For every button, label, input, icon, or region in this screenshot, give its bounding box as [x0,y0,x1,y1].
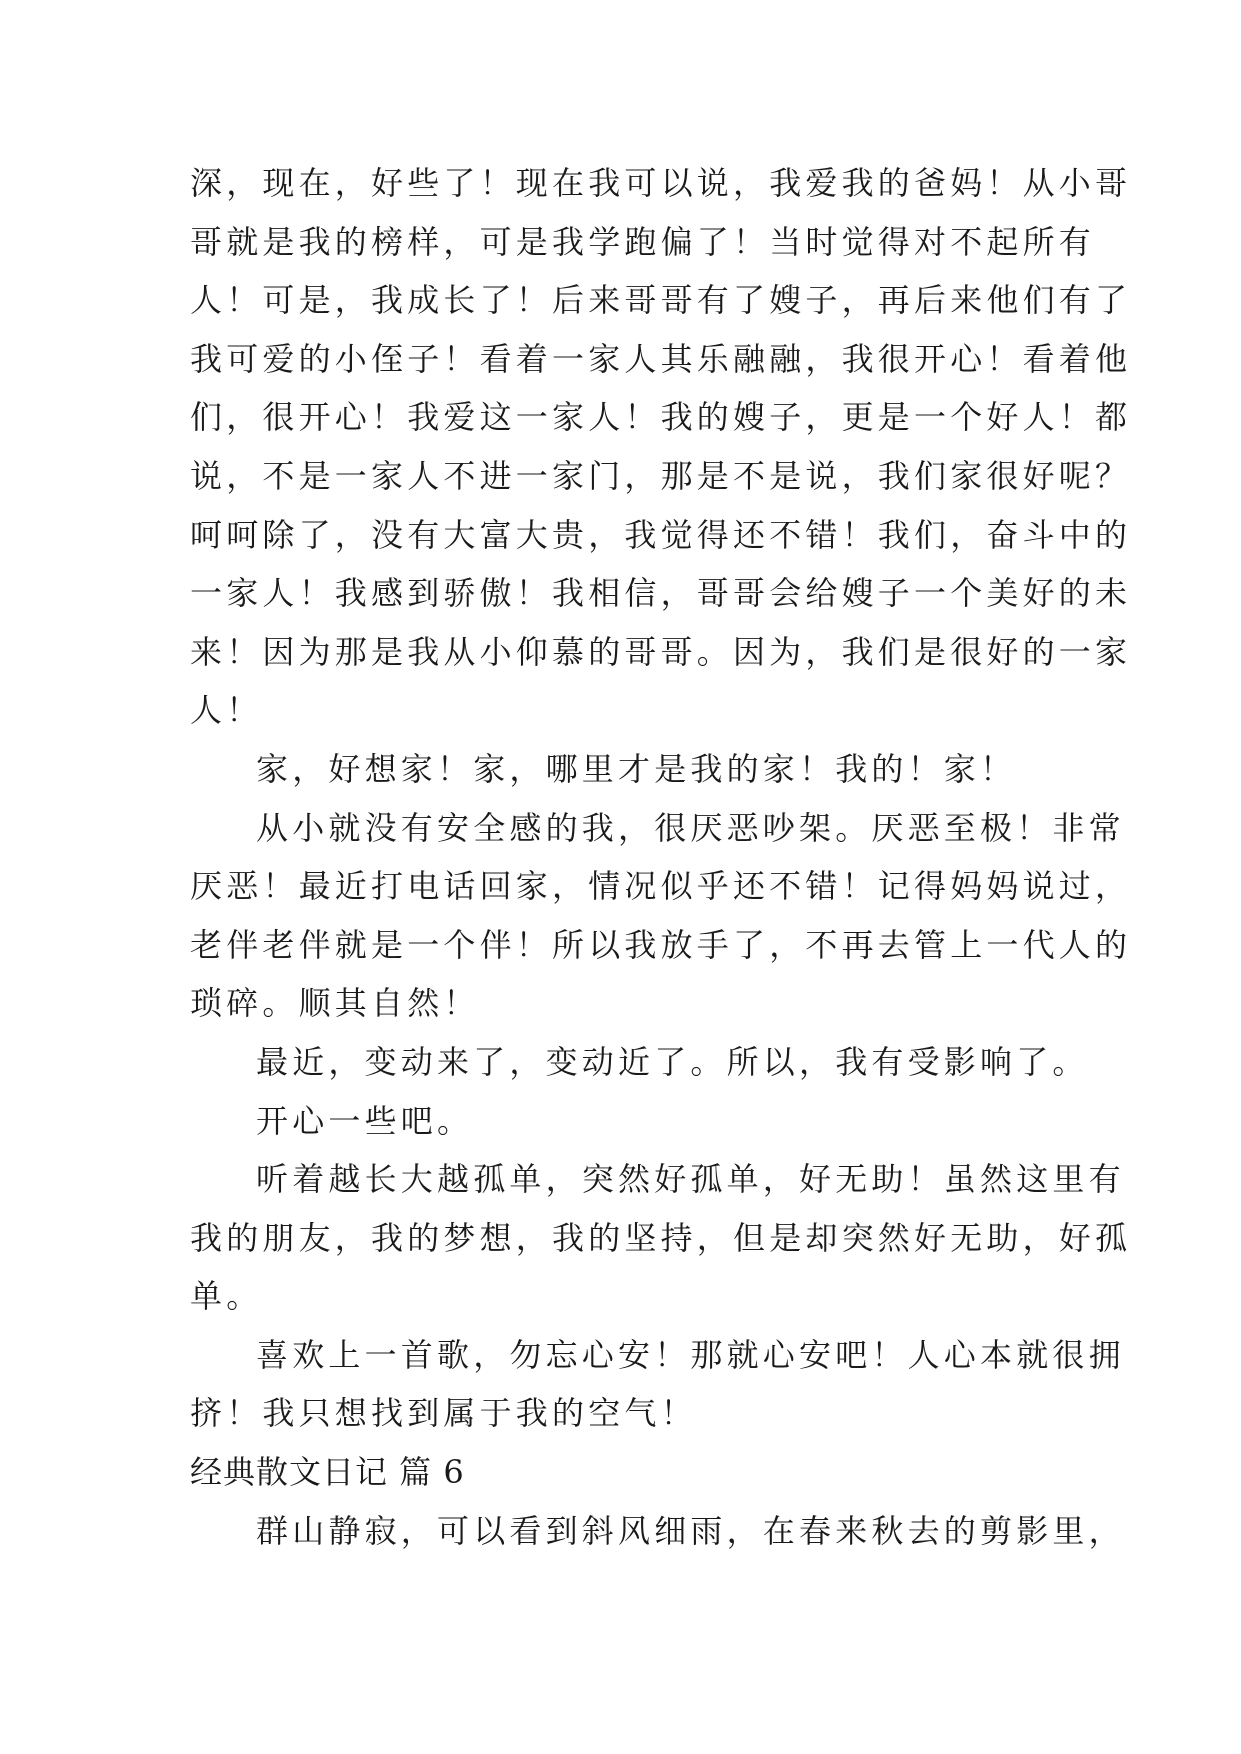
document-body [190,154,1132,1560]
text-line: 说，不是一家人不进一家门，那是不是说，我们家很好呢？ [190,456,1132,495]
paragraph-first-line: 开心一些吧。 [256,1101,474,1140]
section-heading: 经典散文日记 篇 6 [190,1453,465,1492]
paragraph-first-line: 从小就没有安全感的我，很厌恶吵架。厌恶至极！非常 [256,808,1125,847]
text-line: 们，很开心！我爱这一家人！我的嫂子，更是一个好人！都 [190,398,1132,437]
paragraph-first-line: 群山静寂，可以看到斜风细雨，在春来秋去的剪影里， [256,1511,1125,1550]
text-line: 厌恶！最近打电话回家，情况似乎还不错！记得妈妈说过， [190,867,1132,906]
paragraph-first-line: 听着越长大越孤单，突然好孤单，好无助！虽然这里有 [256,1160,1125,1199]
text-line: 单。 [190,1277,263,1316]
paragraph-first-line: 家，好想家！家，哪里才是我的家！我的！家！ [256,749,1017,788]
text-line: 来！因为那是我从小仰慕的哥哥。因为，我们是很好的一家 [190,632,1132,671]
paragraph-first-line: 喜欢上一首歌，勿忘心安！那就心安吧！人心本就很拥 [256,1335,1125,1374]
text-line: 琐碎。顺其自然！ [190,984,480,1023]
paragraph-first-line: 最近，变动来了，变动近了。所以，我有受影响了。 [256,1042,1089,1081]
text-line: 深，现在，好些了！现在我可以说，我爱我的爸妈！从小哥 [190,164,1132,202]
text-line: 老伴老伴就是一个伴！所以我放手了，不再去管上一代人的 [190,925,1132,964]
text-line: 人！ [190,691,263,730]
text-line: 一家人！我感到骄傲！我相信，哥哥会给嫂子一个美好的未 [190,574,1132,613]
text-line: 哥就是我的榜样，可是我学跑偏了！当时觉得对不起所有 [190,222,1096,261]
text-line: 我的朋友，我的梦想，我的坚持，但是却突然好无助，好孤 [190,1218,1132,1257]
text-line: 人！可是，我成长了！后来哥哥有了嫂子，再后来他们有了 [190,281,1132,320]
text-line: 我可爱的小侄子！看着一家人其乐融融，我很开心！看着他 [190,339,1132,378]
text-line: 呵呵除了，没有大富大贵，我觉得还不错！我们，奋斗中的 [190,515,1132,554]
text-line: 挤！我只想找到属于我的空气！ [190,1394,697,1433]
